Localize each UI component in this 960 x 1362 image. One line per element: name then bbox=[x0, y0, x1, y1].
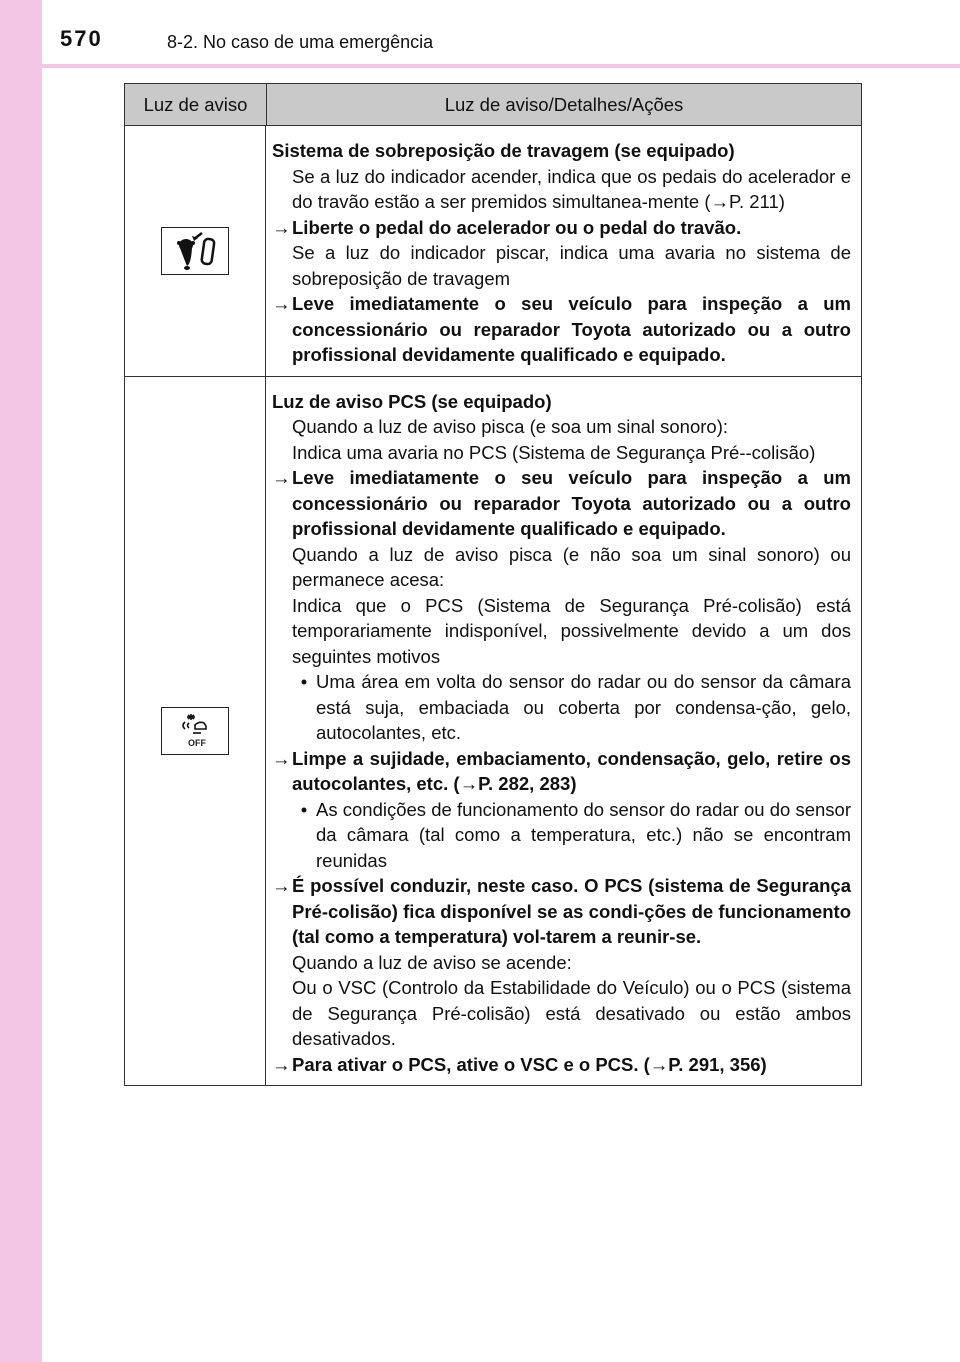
side-color-bar bbox=[0, 0, 42, 1362]
icon-cell bbox=[125, 377, 266, 1086]
action-text: É possível conduzir, neste caso. O PCS (sistema de Segurança Pré-colisão) fica disponível se as condi-ções de funcionamento (tal como a temperatura) vol-tarem a reunir-se. bbox=[292, 875, 851, 947]
icon-cell bbox=[125, 126, 266, 376]
bullet-icon: • bbox=[300, 798, 308, 820]
bullet-text: Uma área em volta do sensor do radar ou do sensor da câmara está suja, embaciada ou coberta por condensa-ção, gelo, autocolantes, etc. bbox=[316, 671, 851, 743]
header-warning-light: Luz de aviso bbox=[125, 84, 267, 125]
description: Quando a luz de aviso pisca (e soa um sinal sonoro): bbox=[292, 416, 729, 437]
description: Se a luz do indicador acender, indica que os pedais do acelerador e do travão estão a ser premidos simultanea-mente (→P. 211) bbox=[292, 165, 851, 212]
arrow-icon: → bbox=[272, 747, 291, 769]
arrow-icon: → bbox=[272, 293, 291, 314]
section-title: 8-2. No caso de uma emergência bbox=[167, 32, 434, 52]
page-number: 570 bbox=[60, 26, 103, 51]
row-details bbox=[266, 377, 861, 1086]
pcs-off-label: OFF bbox=[188, 737, 206, 748]
arrow-icon: → bbox=[272, 467, 291, 488]
description: Ou o VSC (Controlo da Estabilidade do Veículo) ou o PCS (sistema de Segurança Pré-colisão) está desativado ou estão ambos desativados. bbox=[292, 977, 851, 1049]
action-item bbox=[272, 215, 851, 241]
pcs-off-icon bbox=[161, 707, 229, 755]
header-details-actions: Luz de aviso/Detalhes/Ações bbox=[444, 93, 684, 115]
action-item bbox=[272, 1052, 851, 1078]
header-rule bbox=[0, 64, 960, 68]
action-text: Limpe a sujidade, embaciamento, condensação, gelo, retire os autocolantes, etc. (→P. 282, 283) bbox=[292, 747, 851, 794]
bullet-icon: • bbox=[300, 671, 308, 692]
bullet-item bbox=[272, 669, 851, 746]
brake-override-icon bbox=[161, 227, 229, 275]
bullet-item bbox=[272, 797, 851, 874]
description: Indica que o PCS (Sistema de Segurança Pré-colisão) está temporariamente indisponível, possivelmente devido a um dos seguintes motivos bbox=[292, 594, 851, 667]
action-item bbox=[272, 873, 851, 950]
table-row bbox=[125, 126, 861, 377]
row-title: Sistema de sobreposição de travagem (se equipado) bbox=[272, 140, 735, 161]
action-text: Leve imediatamente o seu veículo para inspeção a um concessionário ou reparador Toyota autorizado ou a outro profissional devidamente qualificado e equipado. bbox=[292, 467, 851, 539]
arrow-icon: → bbox=[272, 216, 291, 238]
description: Quando a luz de aviso se acende: bbox=[292, 951, 572, 973]
action-text: Leve imediatamente o seu veículo para inspeção a um concessionário ou reparador Toyota autorizado ou a outro profissional devidamente qualificado e equipado. bbox=[292, 293, 851, 365]
table-row bbox=[125, 377, 861, 1086]
warning-light-table bbox=[124, 83, 862, 1086]
row-details bbox=[266, 126, 861, 376]
table-header bbox=[125, 84, 861, 126]
row-title: Luz de aviso PCS (se equipado) bbox=[272, 390, 552, 412]
description: Quando a luz de aviso pisca (e não soa um sinal sonoro) ou permanece acesa: bbox=[292, 543, 851, 590]
description: Indica uma avaria no PCS (Sistema de Segurança Pré--colisão) bbox=[292, 441, 816, 463]
action-item bbox=[272, 291, 851, 368]
description: Se a luz do indicador piscar, indica uma avaria no sistema de sobreposição de travagem bbox=[292, 242, 851, 289]
arrow-icon: → bbox=[272, 875, 291, 896]
action-text: Para ativar o PCS, ative o VSC e o PCS. (→P. 291, 356) bbox=[292, 1053, 767, 1075]
action-item bbox=[272, 746, 851, 797]
action-text: Liberte o pedal do acelerador ou o pedal do travão. bbox=[292, 216, 742, 238]
action-item bbox=[272, 465, 851, 542]
bullet-text: As condições de funcionamento do sensor do radar ou do sensor da câmara (tal como a temperatura, etc.) não se encontram reunidas bbox=[316, 798, 851, 871]
arrow-icon: → bbox=[272, 1053, 291, 1075]
